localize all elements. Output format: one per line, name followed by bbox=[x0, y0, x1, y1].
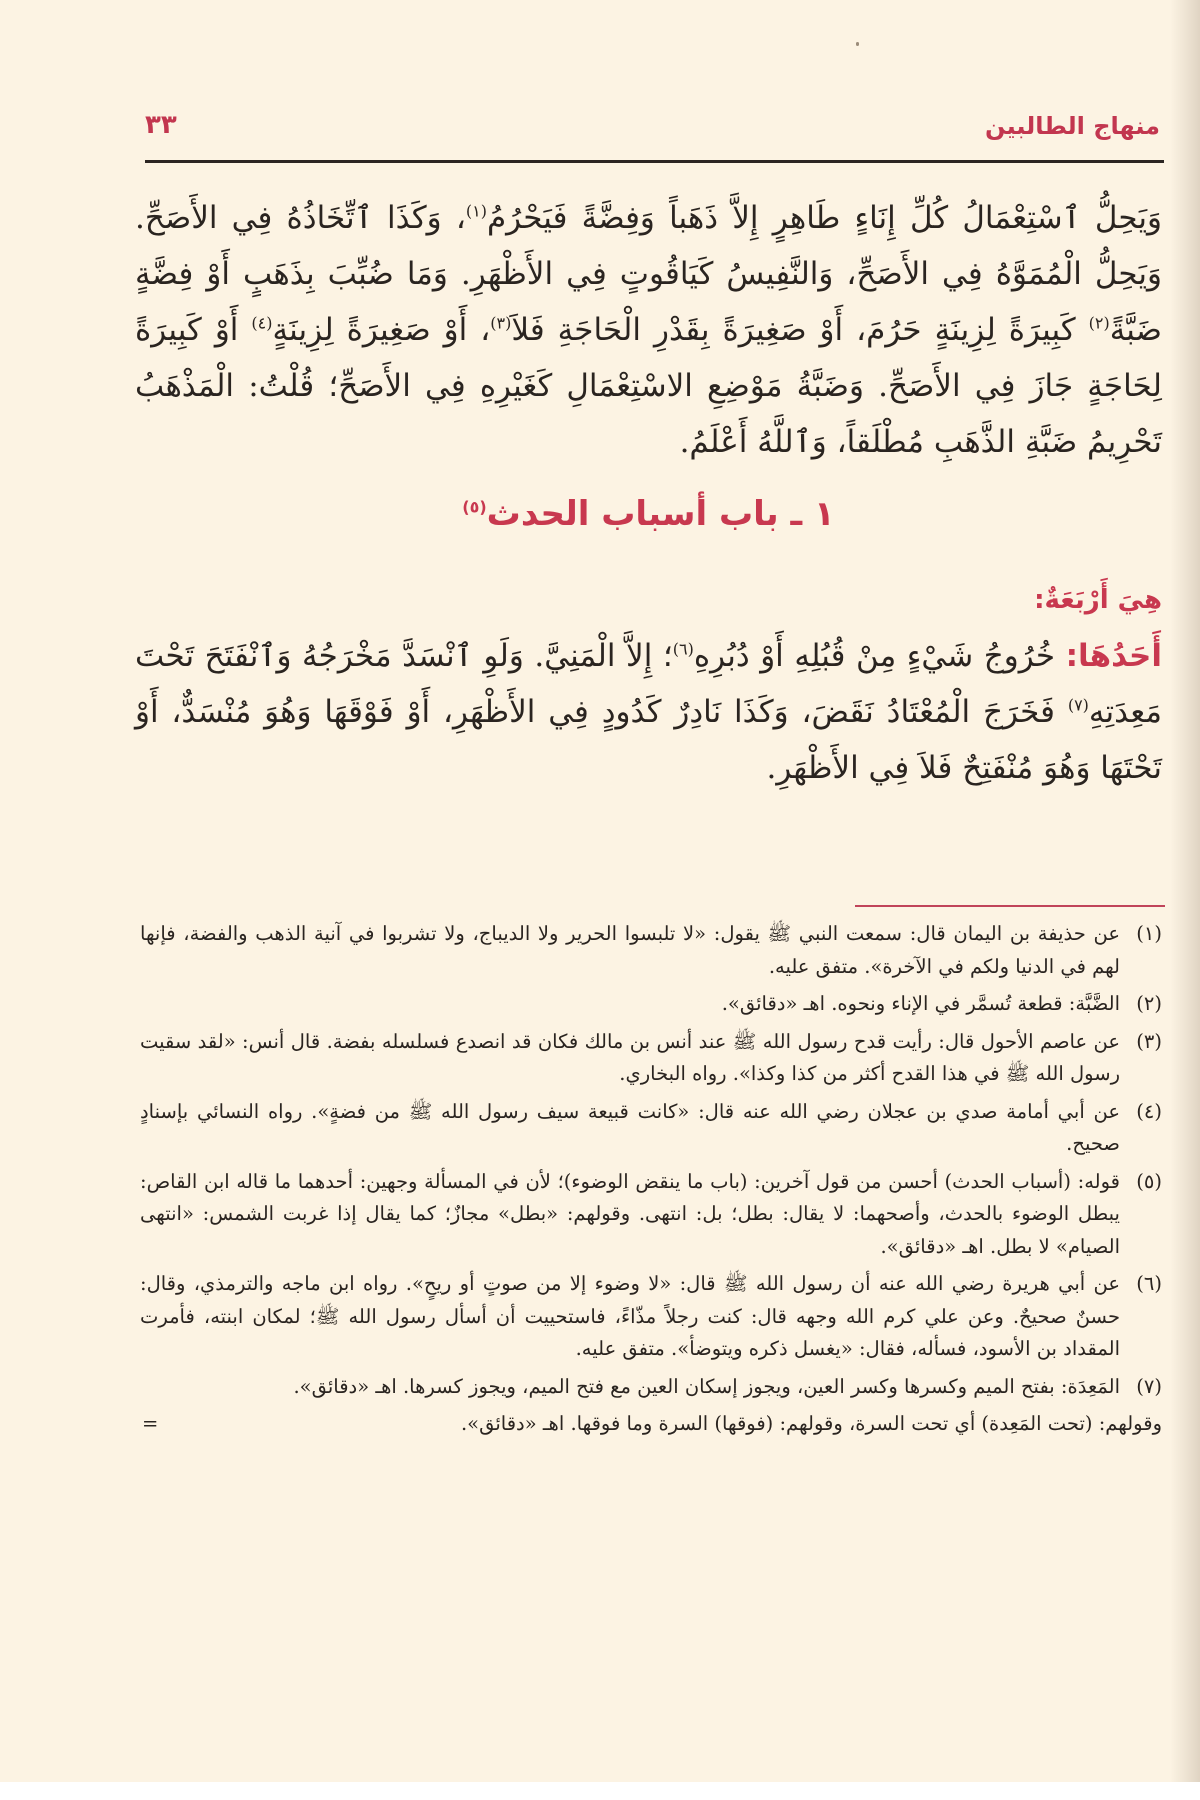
footnotes-section bbox=[140, 918, 1162, 1441]
footnote-1 bbox=[140, 918, 1162, 983]
header-rule bbox=[145, 160, 1164, 163]
text-segment: كَبِيرَةً لِزِينَةٍ حَرُمَ، أَوْ صَغِيرَةً بِقَدْرِ الْحَاجَةِ فَلاَ bbox=[511, 312, 1089, 348]
page-header bbox=[145, 108, 1160, 148]
chapter-heading bbox=[135, 484, 1162, 544]
section-subheading: هِيَ أَرْبَعَةٌ: bbox=[1034, 585, 1162, 615]
opening-paragraph bbox=[135, 190, 1162, 470]
footnote-number: (٥) bbox=[1136, 1169, 1162, 1193]
footnote-5 bbox=[140, 1166, 1162, 1264]
footnote-number: (٢) bbox=[1136, 992, 1162, 1015]
continues-next-page-mark: = bbox=[142, 1412, 159, 1435]
footnote-continuation bbox=[140, 1408, 1162, 1441]
main-text bbox=[135, 190, 1162, 796]
footnote-ref-7[interactable]: (٧) bbox=[1067, 695, 1089, 715]
page-number: ٣٣ bbox=[145, 110, 177, 140]
footnote-ref-3[interactable]: (٣) bbox=[490, 313, 512, 333]
running-title: منهاج الطالبين bbox=[985, 112, 1160, 140]
footnote-text: عن أبي هريرة رضي الله عنه أن رسول الله ﷺ قال: «لا وضوء إلا من صوتٍ أو ريحٍ». رواه ابن ماجه والترمذي، وقال: حسنٌ صحيحٌ. وعن علي كرم الله وجهه قال: كنت رجلاً مذّاءً، فاستحييت أن أسأل رسول الله ﷺ؛ لمكان ابنته، فأمرت المقداد بن الأسود، فسأله، فقال: «يغسل ذكره ويتوضأ». متفق عليه. bbox=[140, 1272, 1120, 1360]
footnote-text: عن عاصم الأحول قال: رأيت قدح رسول الله ﷺ عند أنس بن مالك فكان قد انصدع فسلسله بفضة. قال أنس: «لقد سقيت رسول الله ﷺ في هذا القدح أكثر من كذا وكذا». رواه البخاري. bbox=[140, 1029, 1120, 1085]
footnote-ref-1[interactable]: (١) bbox=[465, 201, 487, 221]
text-segment: ، وَكَذَا ٱتِّخَاذُهُ فِي الأَصَحِّ. وَيَحِلُّ الْمُمَوَّهُ فِي الأَصَحِّ، وَالنَّفِيسُ كَيَاقُوتٍ فِي الأَظْهَرِ. وَمَا ضُبِّبَ بِذَهَبٍ أَوْ فِضَّةٍ ضَبَّةً bbox=[135, 200, 1162, 348]
footnote-7 bbox=[140, 1371, 1162, 1404]
item-lead-label: أَحَدُهَا: bbox=[1065, 638, 1162, 674]
text-segment: خُرُوجُ شَيْءٍ مِنْ قُبُلِهِ أَوْ دُبُرِهِ bbox=[693, 638, 1066, 674]
footnote-number: (٣) bbox=[1136, 1029, 1162, 1053]
scan-speck bbox=[856, 42, 859, 46]
footnote-text: قوله: (أسباب الحدث) أحسن من قول آخرين: (باب ما ينقض الوضوء)؛ لأن في المسألة وجهين: أحدهما ما قاله ابن القاص: يبطل الوضوء بالحدث، وأصحهما: لا يقال: بطل؛ بل: انتهى. وقولهم: «بطل» مجازٌ؛ كما يقال إذا غربت الشمس: «انتهى الصيام» لا بطل. اهـ «دقائق». bbox=[140, 1169, 1120, 1258]
footnote-text: المَعِدَة: بفتح الميم وكسرها وكسر العين، ويجوز إسكان العين مع فتح الميم، ويجوز كسرها. اهـ «دقائق». bbox=[293, 1374, 1120, 1398]
footnote-number: (١) bbox=[1136, 922, 1162, 945]
text-segment: ، أَوْ صَغِيرَةً لِزِينَةٍ bbox=[272, 312, 491, 348]
chapter-title: ١ ـ باب أسباب الحدث bbox=[486, 494, 835, 534]
footnote-ref-4[interactable]: (٤) bbox=[251, 313, 273, 333]
first-item-paragraph bbox=[135, 628, 1162, 796]
text-segment: فَخَرَجَ الْمُعْتَادُ نَقَضَ، وَكَذَا نَادِرٌ كَدُودٍ فِي الأَظْهَرِ، أَوْ فَوْقَهَا وَهُوَ مُنْسَدٌّ، أَوْ تَحْتَهَا وَهُوَ مُنْفَتِحٌ فَلاَ فِي الأَظْهَرِ. bbox=[135, 694, 1162, 786]
text-segment: ؛ إِلاَّ الْمَنِيَّ. وَلَوِ ٱنْسَدَّ مَخْرَجُهُ وَٱنْفَتَحَ تَحْتَ مَعِدَتِهِ bbox=[135, 638, 1162, 730]
footnote-text: الضَّبَّة: قطعة تُسمَّر في الإناء ونحوه. اهـ «دقائق». bbox=[721, 992, 1120, 1015]
footnote-3 bbox=[140, 1026, 1162, 1091]
footnote-ref-5[interactable]: (٥) bbox=[462, 497, 487, 517]
footnote-6 bbox=[140, 1268, 1162, 1366]
footnote-ref-6[interactable]: (٦) bbox=[672, 639, 694, 659]
footnote-text: عن حذيفة بن اليمان قال: سمعت النبي ﷺ يقول: «لا تلبسوا الحرير ولا الديباج، ولا تشربوا في آنية الذهب والفضة، فإنها لهم في الدنيا ولكم في الآخرة». متفق عليه. bbox=[140, 922, 1120, 978]
footnote-2 bbox=[140, 988, 1162, 1021]
footnote-ref-2[interactable]: (٢) bbox=[1088, 313, 1110, 333]
footnote-text: عن أبي أمامة صدي بن عجلان رضي الله عنه قال: «كانت قبيعة سيف رسول الله ﷺ من فضةٍ». رواه النسائي بإسنادٍ صحيح. bbox=[140, 1099, 1120, 1155]
footnote-separator bbox=[855, 905, 1165, 907]
footnote-number: (٦) bbox=[1136, 1272, 1162, 1295]
footnote-number: (٤) bbox=[1136, 1099, 1162, 1123]
text-segment: أَوْ كَبِيرَةً لِحَاجَةٍ جَازَ فِي الأَصَحِّ. وَضَبَّةُ مَوْضِعِ الاسْتِعْمَالِ كَغَيْرِهِ فِي الأَصَحِّ؛ قُلْتُ: الْمَذْهَبُ تَحْرِيمُ ضَبَّةِ الذَّهَبِ مُطْلَقاً، وَٱللَّهُ أَعْلَمُ. bbox=[135, 312, 1162, 460]
footnote-number: (٧) bbox=[1136, 1374, 1162, 1398]
footnote-4 bbox=[140, 1096, 1162, 1161]
continuation-text: وقولهم: (تحت المَعِدة) أي تحت السرة، وقولهم: (فوقها) السرة وما فوقها. اهـ «دقائق». bbox=[460, 1412, 1162, 1435]
text-segment: وَيَحِلُّ ٱسْتِعْمَالُ كُلِّ إِنَاءٍ طَاهِرٍ إِلاَّ ذَهَباً وَفِضَّةً فَيَحْرُمُ bbox=[486, 200, 1163, 236]
